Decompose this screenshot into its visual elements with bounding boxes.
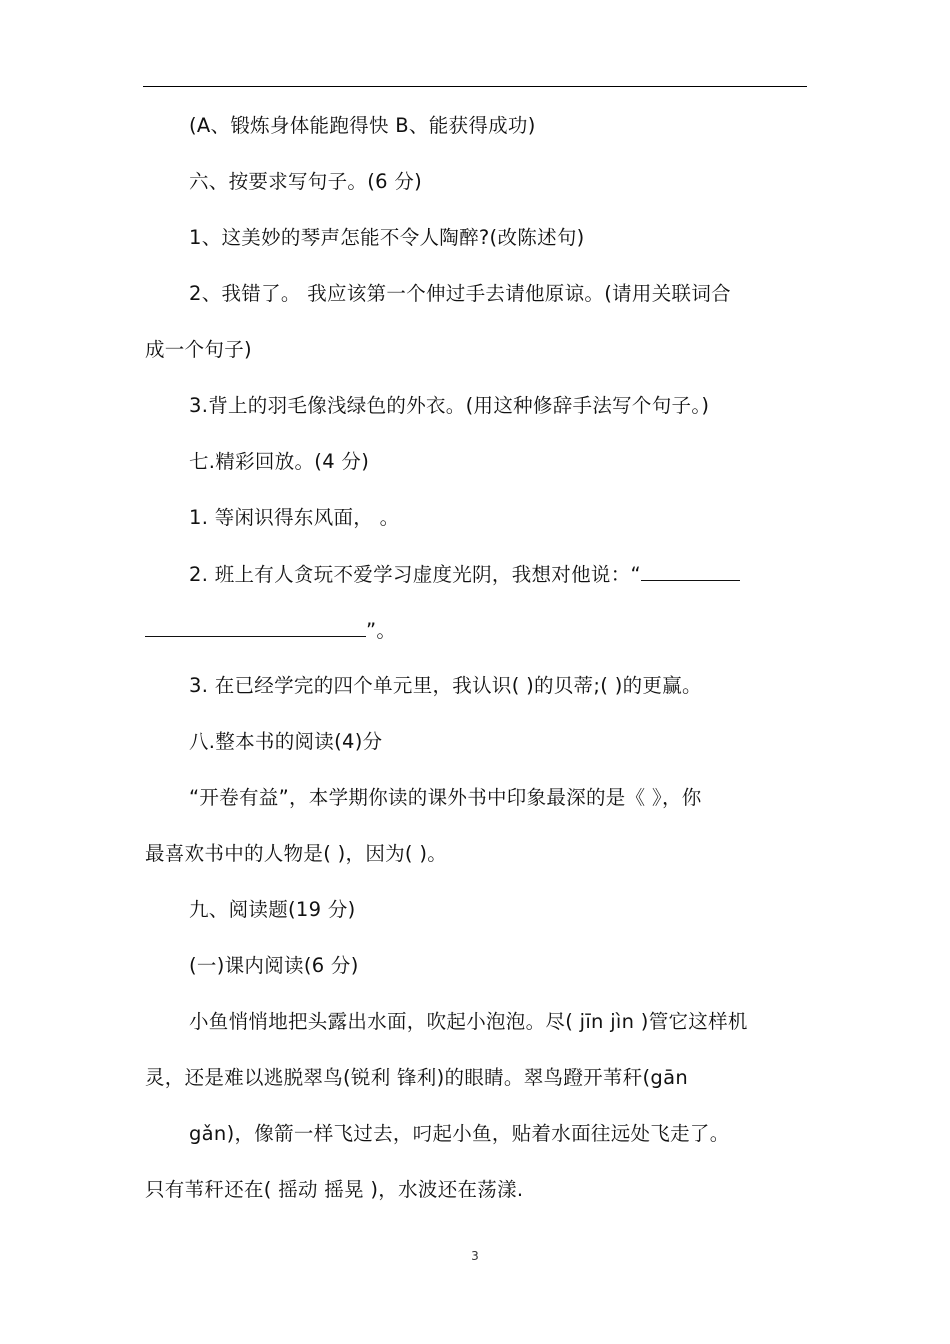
question-7-2	[145, 560, 807, 616]
answer-blank[interactable]	[641, 560, 740, 581]
question-6-1	[145, 224, 807, 280]
text-line: 只有苇秆还在( 摇动 摇晃 )，水波还在荡漾.	[145, 1178, 524, 1201]
text-line: 小鱼悄悄地把头露出水面，吹起小泡泡。尽( jīn jìn )管它这样机	[189, 1010, 748, 1033]
text-line: 六、按要求写句子。(6 分)	[189, 170, 423, 193]
question-7-2-continued	[145, 616, 807, 672]
text-line: 2、我错了。 我应该第一个伸过手去请他原谅。(请用关联词合	[189, 282, 731, 305]
section-nine-heading	[145, 896, 807, 952]
text-line: 最喜欢书中的人物是( )，因为( )。	[145, 842, 448, 865]
text-line: “开卷有益”，本学期你读的课外书中印象最深的是《 》，你	[189, 786, 702, 809]
section-six-heading	[145, 168, 807, 224]
text-line: 3. 在已经学完的四个单元里，我认识( )的贝蒂;( )的更赢。	[189, 674, 702, 697]
section-seven-heading	[145, 448, 807, 504]
question-7-3	[145, 672, 807, 728]
question-6-2	[145, 280, 807, 336]
text-line: gǎn)，像箭一样飞过去，叼起小鱼，贴着水面往远处飞走了。	[189, 1122, 730, 1145]
header-rule	[143, 86, 807, 87]
text-line: 九、阅读题(19 分)	[189, 898, 356, 921]
question-8	[145, 784, 807, 840]
text-line: (A、锻炼身体能跑得快 B、能获得成功)	[189, 114, 536, 137]
choice-options-line	[145, 112, 807, 168]
text-line: 2. 班上有人贪玩不爱学习虚度光阴，我想对他说：“	[189, 563, 641, 586]
answer-blank[interactable]	[145, 616, 366, 637]
question-6-3	[145, 392, 807, 448]
text-line: 成一个句子)	[145, 338, 252, 361]
page-number: 3	[471, 1249, 479, 1263]
text-line: 1、这美妙的琴声怎能不令人陶醉?(改陈述句)	[189, 226, 585, 249]
question-8-continued	[145, 840, 807, 896]
subsection-heading	[145, 952, 807, 1008]
text-line: (一)课内阅读(6 分)	[189, 954, 359, 977]
section-eight-heading	[145, 728, 807, 784]
reading-passage-line	[145, 1176, 807, 1232]
reading-passage-line	[145, 1120, 807, 1176]
text-line: 1. 等闲识得东风面， 。	[189, 506, 400, 529]
text-line: 七.精彩回放。(4 分)	[189, 450, 370, 473]
question-7-1	[145, 504, 807, 560]
reading-passage-line	[145, 1008, 807, 1064]
question-6-2-continued	[145, 336, 807, 392]
text-line: 3.背上的羽毛像浅绿色的外衣。(用这种修辞手法写个句子。)	[189, 394, 710, 417]
reading-passage-line	[145, 1064, 807, 1120]
text-line: 灵，还是难以逃脱翠鸟(锐利 锋利)的眼睛。翠鸟蹬开苇秆(gān	[145, 1066, 689, 1089]
text-line: 八.整本书的阅读(4)分	[189, 730, 383, 753]
document-body	[145, 112, 807, 1232]
text-line: ”。	[366, 619, 397, 642]
